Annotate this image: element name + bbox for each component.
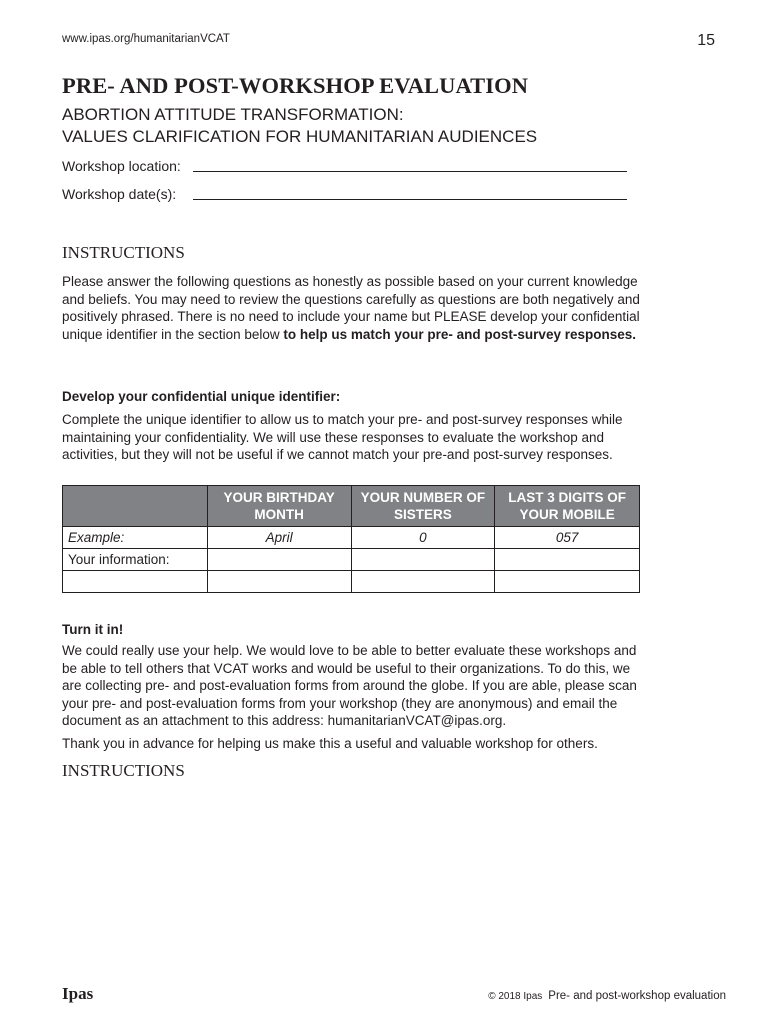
turn-in-heading: Turn it in! bbox=[62, 622, 124, 637]
instructions-text-bold: to help us match your pre- and post-survey responses. bbox=[283, 326, 636, 342]
workshop-location-label: Workshop location: bbox=[62, 158, 181, 174]
your-information-label: Your information: bbox=[63, 549, 208, 571]
identifier-heading: Develop your confidential unique identifier: bbox=[62, 389, 341, 404]
instructions-heading: INSTRUCTIONS bbox=[62, 243, 185, 262]
table-row-empty bbox=[63, 571, 640, 593]
footer-doc-title: Pre- and post-workshop evaluation bbox=[548, 990, 726, 1002]
your-sisters-cell[interactable] bbox=[351, 549, 495, 571]
workshop-dates-label: Workshop date(s): bbox=[62, 186, 177, 202]
empty-month-cell[interactable] bbox=[207, 571, 351, 593]
your-mobile-cell[interactable] bbox=[495, 549, 640, 571]
workshop-location-line[interactable] bbox=[193, 158, 627, 172]
page-number: 15 bbox=[697, 32, 715, 49]
identifier-text: Complete the unique identifier to allow us to match your pre- and post-survey responses while maintaining your confidentiality. We will use these responses to evaluate the workshop and activities, but they will not be useful if we cannot match your pre-and post-survey responses. bbox=[62, 412, 623, 462]
table-row-example bbox=[63, 527, 640, 549]
instructions-text-normal: Please answer the following questions as honestly as possible based on your current knowledge and beliefs. You may need to review the questions carefully as questions are both negatively and positively phrased. There is no need to include your name but PLEASE develop your confidential unique identifier in the section below bbox=[62, 274, 640, 342]
example-label: Example: bbox=[63, 527, 208, 549]
example-month: April bbox=[207, 527, 351, 549]
ipas-logo: Ipas bbox=[62, 984, 94, 1003]
empty-label-cell bbox=[63, 571, 208, 593]
thank-you-text: Thank you in advance for helping us make this a useful and valuable workshop for others. bbox=[62, 736, 598, 751]
example-sisters: 0 bbox=[351, 527, 495, 549]
table-header-birthday-month: YOUR BIRTHDAY MONTH bbox=[207, 486, 351, 527]
subtitle-line-1: ABORTION ATTITUDE TRANSFORMATION: bbox=[62, 105, 404, 124]
workshop-dates-row bbox=[62, 186, 627, 202]
empty-mobile-cell[interactable] bbox=[495, 571, 640, 593]
your-month-cell[interactable] bbox=[207, 549, 351, 571]
table-header-row bbox=[63, 486, 640, 527]
table-header-blank bbox=[63, 486, 208, 527]
identifier-table bbox=[62, 485, 640, 593]
instructions-text bbox=[62, 273, 640, 343]
example-mobile: 057 bbox=[495, 527, 640, 549]
table-header-mobile-digits: LAST 3 DIGITS OF YOUR MOBILE bbox=[495, 486, 640, 527]
instructions-heading-2: INSTRUCTIONS bbox=[62, 761, 185, 780]
empty-sisters-cell[interactable] bbox=[351, 571, 495, 593]
header-url: www.ipas.org/humanitarianVCAT bbox=[62, 33, 230, 45]
page-subtitle bbox=[62, 104, 537, 148]
table-row-your-information bbox=[63, 549, 640, 571]
footer-right bbox=[488, 990, 726, 1002]
table-header-number-of-sisters: YOUR NUMBER OF SISTERS bbox=[351, 486, 495, 527]
footer-copyright: © 2018 Ipas bbox=[488, 991, 543, 1002]
page-title: PRE- AND POST-WORKSHOP EVALUATION bbox=[62, 73, 529, 98]
turn-in-text: We could really use your help. We would love to be able to better evaluate these workshops and be able to tell others that VCAT works and would be useful to their organizations. To do this, we are collecting pre- and post-evaluation forms from around the globe. If you are able, please scan your pre- and post-evaluation forms from your workshop (they are anonymous) and email the document as an attachment to this address: humanitarianVCAT@ipas.org. bbox=[62, 643, 637, 728]
workshop-dates-line[interactable] bbox=[193, 186, 627, 200]
workshop-location-row bbox=[62, 158, 627, 174]
subtitle-line-2: VALUES CLARIFICATION FOR HUMANITARIAN AUDIENCES bbox=[62, 127, 538, 146]
